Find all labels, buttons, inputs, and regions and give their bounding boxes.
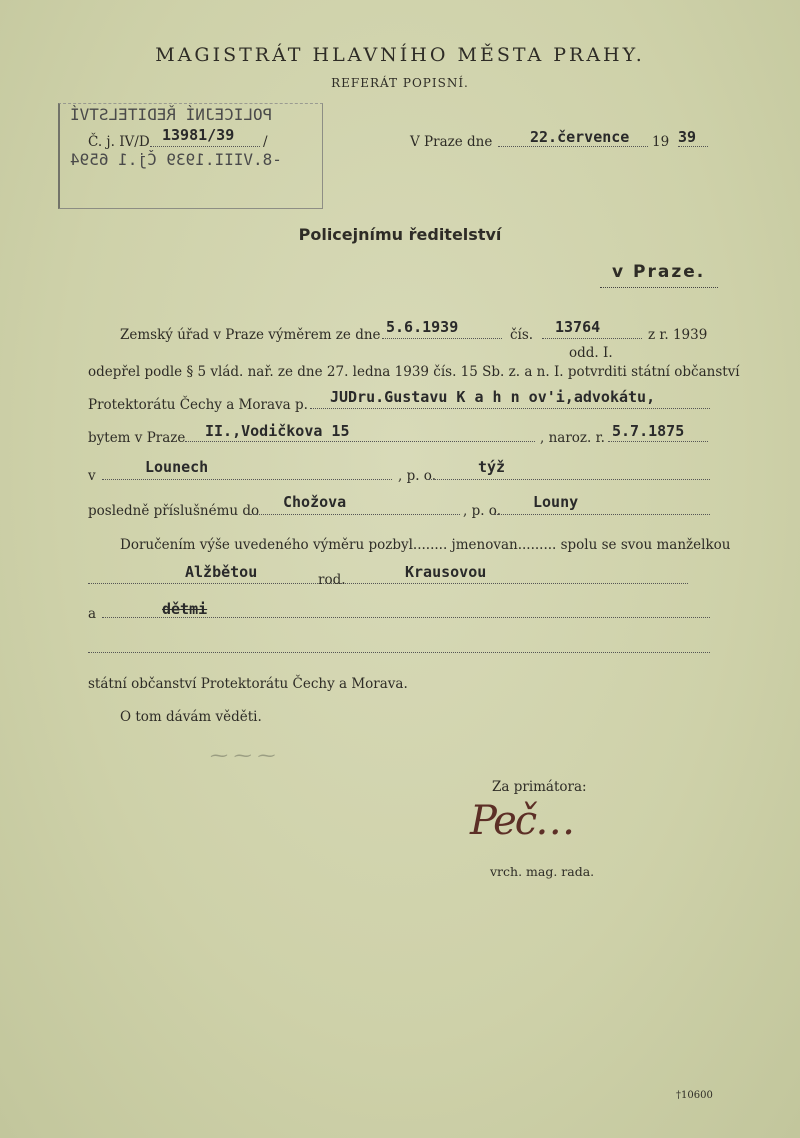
decree-intro: Zemský úřad v Praze výměrem ze dne — [120, 327, 381, 343]
domicile-district: Louny — [533, 493, 579, 511]
number-label: čís. — [510, 327, 534, 343]
birthplace: Lounech — [145, 458, 209, 476]
department-ref: odd. I. — [569, 345, 613, 361]
legal-basis-line: odepřel podle § 5 vlád. nař. ze dne 27. ledna 1939 čís. 15 Sb. z. a n. I. potvrditi státní občanství — [88, 364, 740, 380]
date-label: V Praze dne — [410, 134, 493, 150]
signatory-title: vrch. mag. rada. — [490, 864, 595, 879]
birth-date: 5.7.1875 — [612, 422, 685, 440]
date-value: 22.července — [530, 128, 630, 146]
domicile: Chožova — [283, 493, 347, 511]
and-label: a — [88, 606, 97, 622]
residence-label: bytem v Praze — [88, 430, 186, 446]
protectorate-label: Protektorátu Čechy a Morava p. — [88, 397, 308, 413]
notice-line: O tom dávám věděti. — [120, 709, 262, 725]
delivery-sentence: Doručením výše uvedeného výměru pozbyl........ jmenovan......... spolu se svou manželkou — [120, 537, 731, 553]
stamp-text-bottom: -8.VIII.1939 Čj.1 6594 — [70, 150, 282, 169]
stamp-text-top: POLICEJNÍ ŘEDITELSTVÍ — [70, 105, 273, 124]
signature: Peč… — [470, 798, 574, 844]
children-struck: dětmi — [162, 600, 208, 618]
decree-date: 5.6.1939 — [386, 318, 459, 336]
reference-number: 13981/39 — [162, 126, 235, 144]
recipient-place: v Praze. — [612, 262, 706, 282]
wife-maiden-name: Krausovou — [405, 563, 487, 581]
district-label-1: , p. o. — [398, 468, 436, 484]
wife-name: Alžbětou — [185, 563, 258, 581]
decree-number: 13764 — [555, 318, 601, 336]
reference-label: Č. j. IV/D — [88, 134, 150, 150]
handwritten-note: ⁓ ⁓ ⁓ — [210, 745, 276, 766]
birth-label: , naroz. r. — [540, 430, 605, 446]
signatory-label: Za primátora: — [492, 779, 587, 795]
person-name: JUDru.Gustavu K a h n ov'i,advokátu, — [330, 388, 656, 406]
department-header: REFERÁT POPISNÍ. — [331, 76, 469, 90]
year-prefix: 19 — [652, 134, 670, 150]
citizenship-line: státní občanství Protektorátu Čechy a Morava. — [88, 676, 408, 692]
birth-district: týž — [478, 458, 506, 476]
residence-address: II.,Vodičkova 15 — [205, 422, 350, 440]
year-suffix: 39 — [678, 128, 697, 146]
nee-label: rod. — [318, 572, 346, 588]
district-label-2: , p. o. — [463, 503, 501, 519]
form-number: †10600 — [676, 1090, 713, 1101]
domicile-label: posledně příslušnému do — [88, 503, 260, 519]
recipient-title: Policejnímu ředitelství — [298, 225, 502, 244]
birthplace-prefix: v — [88, 468, 96, 484]
decree-year: z r. 1939 — [648, 327, 708, 343]
authority-header: MAGISTRÁT HLAVNÍHO MĚSTA PRAHY. — [155, 44, 645, 66]
